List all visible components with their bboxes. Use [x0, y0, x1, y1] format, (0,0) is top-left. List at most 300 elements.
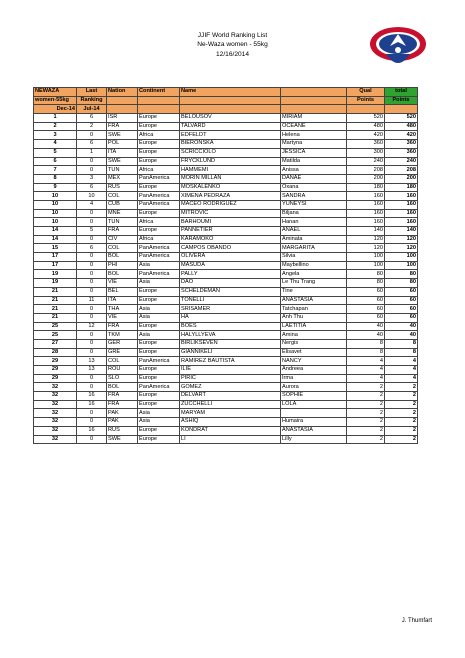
- table-row: [34, 270, 418, 279]
- qual-points-cell: 2: [347, 400, 385, 409]
- last-ranking-cell: 0: [77, 374, 107, 383]
- first-name-cell: LAETITIA: [281, 322, 347, 331]
- continent-cell: Europe: [138, 140, 180, 149]
- surname-cell: FRYCKLUND: [180, 157, 281, 166]
- continent-cell: Europe: [138, 435, 180, 444]
- rank-cell: 28: [34, 348, 77, 357]
- surname-cell: BIRLIKSEVEN: [180, 339, 281, 348]
- continent-cell: Europe: [138, 114, 180, 123]
- table-row: [34, 253, 418, 262]
- continent-cell: PanAmerica: [138, 244, 180, 253]
- rank-cell: 21: [34, 296, 77, 305]
- surname-cell: MITROVIC: [180, 209, 281, 218]
- table-row: [34, 374, 418, 383]
- nation-cell: FRA: [107, 392, 138, 401]
- total-points-cell: 4: [385, 357, 418, 366]
- first-name-cell: MARGARITA: [281, 244, 347, 253]
- surname-cell: MORIN MILLAN: [180, 174, 281, 183]
- continent-cell: Asia: [138, 331, 180, 340]
- qual-points-cell: 80: [347, 270, 385, 279]
- surname-cell: TALVARD: [180, 122, 281, 131]
- qual-points-cell: 2: [347, 435, 385, 444]
- last-ranking-cell: 4: [77, 200, 107, 209]
- table-row: [34, 235, 418, 244]
- surname-cell: PIRIC: [180, 374, 281, 383]
- qual-points-cell: 300: [347, 148, 385, 157]
- continent-cell: Asia: [138, 279, 180, 288]
- last-ranking-cell: 0: [77, 235, 107, 244]
- qual-points-cell: 100: [347, 261, 385, 270]
- nation-cell: TUN: [107, 218, 138, 227]
- total-points-cell: 2: [385, 426, 418, 435]
- qual-points-cell: 360: [347, 140, 385, 149]
- table-row: [34, 279, 418, 288]
- continent-cell: Europe: [138, 366, 180, 375]
- nation-cell: MNE: [107, 209, 138, 218]
- first-name-cell: Anh Thu: [281, 313, 347, 322]
- total-points-cell: 8: [385, 348, 418, 357]
- qual-points-cell: 4: [347, 366, 385, 375]
- qual-points-cell: 240: [347, 157, 385, 166]
- nation-cell: RUS: [107, 426, 138, 435]
- qual-points-cell: 4: [347, 374, 385, 383]
- header-total: total: [385, 88, 418, 97]
- continent-cell: PanAmerica: [138, 270, 180, 279]
- table-row: [34, 209, 418, 218]
- total-points-cell: 80: [385, 270, 418, 279]
- table-row: [34, 287, 418, 296]
- qual-points-cell: 140: [347, 227, 385, 236]
- nation-cell: BOL: [107, 253, 138, 262]
- last-ranking-cell: 2: [77, 122, 107, 131]
- qual-points-cell: 60: [347, 287, 385, 296]
- surname-cell: BARHOUMI: [180, 218, 281, 227]
- table-row: [34, 305, 418, 314]
- continent-cell: Africa: [138, 235, 180, 244]
- qual-points-cell: 180: [347, 183, 385, 192]
- header-qual: Qual: [347, 88, 385, 97]
- table-row: [34, 174, 418, 183]
- table-row: [34, 261, 418, 270]
- rank-cell: 29: [34, 374, 77, 383]
- total-points-cell: 2: [385, 435, 418, 444]
- nation-cell: GER: [107, 339, 138, 348]
- qual-points-cell: 40: [347, 322, 385, 331]
- total-points-cell: 2: [385, 400, 418, 409]
- qual-points-cell: 8: [347, 348, 385, 357]
- nation-cell: ROU: [107, 366, 138, 375]
- total-points-cell: 60: [385, 296, 418, 305]
- continent-cell: Asia: [138, 409, 180, 418]
- first-name-cell: MIRIAM: [281, 114, 347, 123]
- first-name-cell: Aurora: [281, 383, 347, 392]
- qual-points-cell: 2: [347, 409, 385, 418]
- nation-cell: COL: [107, 192, 138, 201]
- qual-points-cell: 100: [347, 253, 385, 262]
- last-ranking-cell: 0: [77, 279, 107, 288]
- qual-points-cell: 480: [347, 122, 385, 131]
- header-current-month: Dec-14: [34, 105, 77, 114]
- rank-cell: 17: [34, 253, 77, 262]
- rank-cell: 32: [34, 392, 77, 401]
- report-category: Ne-Waza women - 55kg: [197, 41, 268, 49]
- table-row: [34, 322, 418, 331]
- total-points-cell: 60: [385, 287, 418, 296]
- total-points-cell: 120: [385, 235, 418, 244]
- last-ranking-cell: 16: [77, 400, 107, 409]
- total-points-cell: 40: [385, 322, 418, 331]
- nation-cell: VIE: [107, 279, 138, 288]
- total-points-cell: 360: [385, 140, 418, 149]
- total-points-cell: 2: [385, 383, 418, 392]
- continent-cell: Europe: [138, 183, 180, 192]
- total-points-cell: 160: [385, 200, 418, 209]
- last-ranking-cell: 16: [77, 426, 107, 435]
- table-row: [34, 218, 418, 227]
- nation-cell: GRE: [107, 348, 138, 357]
- surname-cell: XIMENA PEDRAZA: [180, 192, 281, 201]
- continent-cell: Asia: [138, 305, 180, 314]
- nation-cell: PAK: [107, 409, 138, 418]
- nation-cell: ITA: [107, 148, 138, 157]
- rank-cell: 21: [34, 313, 77, 322]
- header-row-1: [34, 88, 418, 97]
- nation-cell: CUB: [107, 200, 138, 209]
- nation-cell: RUS: [107, 183, 138, 192]
- last-ranking-cell: 0: [77, 253, 107, 262]
- table-row: [34, 296, 418, 305]
- continent-cell: Europe: [138, 339, 180, 348]
- first-name-cell: OCEANE: [281, 122, 347, 131]
- first-name-cell: Tine: [281, 287, 347, 296]
- total-points-cell: 4: [385, 366, 418, 375]
- rank-cell: 9: [34, 183, 77, 192]
- total-points-cell: 160: [385, 218, 418, 227]
- surname-cell: KONDRAT: [180, 426, 281, 435]
- total-points-cell: 120: [385, 244, 418, 253]
- rank-cell: 32: [34, 383, 77, 392]
- table-row: [34, 131, 418, 140]
- first-name-cell: Irma: [281, 374, 347, 383]
- surname-cell: MACEO RODRIGUEZ: [180, 200, 281, 209]
- last-ranking-cell: 13: [77, 357, 107, 366]
- surname-cell: BIERONSKA: [180, 140, 281, 149]
- last-ranking-cell: 0: [77, 209, 107, 218]
- header-ranking: Ranking: [77, 96, 107, 105]
- total-points-cell: 4: [385, 374, 418, 383]
- nation-cell: FRA: [107, 400, 138, 409]
- qual-points-cell: 80: [347, 279, 385, 288]
- nation-cell: VIE: [107, 313, 138, 322]
- surname-cell: ASHIQ: [180, 418, 281, 427]
- first-name-cell: [281, 409, 347, 418]
- continent-cell: Africa: [138, 166, 180, 175]
- continent-cell: Europe: [138, 426, 180, 435]
- nation-cell: BEL: [107, 287, 138, 296]
- first-name-cell: Aminata: [281, 235, 347, 244]
- table-row: [34, 366, 418, 375]
- rank-cell: 19: [34, 279, 77, 288]
- total-points-cell: 480: [385, 122, 418, 131]
- total-points-cell: 8: [385, 339, 418, 348]
- rank-cell: 6: [34, 157, 77, 166]
- table-row: [34, 122, 418, 131]
- table-row: [34, 409, 418, 418]
- last-ranking-cell: 0: [77, 435, 107, 444]
- first-name-cell: SANDRA: [281, 192, 347, 201]
- continent-cell: PanAmerica: [138, 200, 180, 209]
- ranking-rows: [34, 114, 418, 444]
- header-last: Last: [77, 88, 107, 97]
- table-row: [34, 114, 418, 123]
- rank-cell: 10: [34, 209, 77, 218]
- rank-cell: 17: [34, 261, 77, 270]
- first-name-cell: Matilda: [281, 157, 347, 166]
- continent-cell: PanAmerica: [138, 192, 180, 201]
- continent-cell: Asia: [138, 313, 180, 322]
- qual-points-cell: 420: [347, 131, 385, 140]
- first-name-cell: Lilly: [281, 435, 347, 444]
- qual-points-cell: 2: [347, 383, 385, 392]
- nation-cell: POL: [107, 140, 138, 149]
- total-points-cell: 240: [385, 157, 418, 166]
- rank-cell: 32: [34, 435, 77, 444]
- qual-points-cell: 160: [347, 200, 385, 209]
- continent-cell: Europe: [138, 348, 180, 357]
- qual-points-cell: 8: [347, 339, 385, 348]
- first-name-cell: Andreea: [281, 366, 347, 375]
- continent-cell: Europe: [138, 227, 180, 236]
- total-points-cell: 180: [385, 183, 418, 192]
- nation-cell: TKM: [107, 331, 138, 340]
- table-row: [34, 313, 418, 322]
- first-name-cell: Biljana: [281, 209, 347, 218]
- continent-cell: Africa: [138, 131, 180, 140]
- surname-cell: HALYLLYEVA: [180, 331, 281, 340]
- first-name-cell: Amina: [281, 331, 347, 340]
- surname-cell: RAMIREZ BAUTISTA: [180, 357, 281, 366]
- first-name-cell: SOPHIE: [281, 392, 347, 401]
- last-ranking-cell: 0: [77, 418, 107, 427]
- surname-cell: CAMPOS OBANDO: [180, 244, 281, 253]
- last-ranking-cell: 16: [77, 392, 107, 401]
- last-ranking-cell: 1: [77, 148, 107, 157]
- first-name-cell: Le Thu Trang: [281, 279, 347, 288]
- surname-cell: SRISAMER: [180, 305, 281, 314]
- last-ranking-cell: 0: [77, 166, 107, 175]
- total-points-cell: 80: [385, 279, 418, 288]
- first-name-cell: Maybellino: [281, 261, 347, 270]
- continent-cell: Europe: [138, 148, 180, 157]
- table-row: [34, 383, 418, 392]
- table-row: [34, 339, 418, 348]
- total-points-cell: 100: [385, 261, 418, 270]
- first-name-cell: Angela: [281, 270, 347, 279]
- continent-cell: Asia: [138, 418, 180, 427]
- qual-points-cell: 4: [347, 357, 385, 366]
- last-ranking-cell: 0: [77, 305, 107, 314]
- total-points-cell: 160: [385, 209, 418, 218]
- nation-cell: SWE: [107, 131, 138, 140]
- rank-cell: 10: [34, 192, 77, 201]
- rank-cell: 3: [34, 131, 77, 140]
- table-row: [34, 348, 418, 357]
- header-row-2: [34, 96, 418, 105]
- first-name-cell: ANASTASIA: [281, 426, 347, 435]
- surname-cell: MARYAM: [180, 409, 281, 418]
- table-row: [34, 400, 418, 409]
- continent-cell: Europe: [138, 322, 180, 331]
- qual-points-cell: 60: [347, 305, 385, 314]
- header-qual-points: Points: [347, 96, 385, 105]
- qual-points-cell: 2: [347, 418, 385, 427]
- rank-cell: 2: [34, 122, 77, 131]
- nation-cell: THA: [107, 305, 138, 314]
- nation-cell: ISR: [107, 114, 138, 123]
- rank-cell: 29: [34, 357, 77, 366]
- qual-points-cell: 40: [347, 331, 385, 340]
- last-ranking-cell: 0: [77, 218, 107, 227]
- rank-cell: 10: [34, 200, 77, 209]
- header-newaza: NEWAZA: [34, 88, 77, 97]
- continent-cell: Europe: [138, 157, 180, 166]
- continent-cell: Europe: [138, 296, 180, 305]
- last-ranking-cell: 0: [77, 131, 107, 140]
- continent-cell: Europe: [138, 122, 180, 131]
- header-continent: Continent: [138, 88, 180, 97]
- last-ranking-cell: 0: [77, 383, 107, 392]
- header-total-points: Points: [385, 96, 418, 105]
- qual-points-cell: 160: [347, 192, 385, 201]
- first-name-cell: Tatchapan: [281, 305, 347, 314]
- total-points-cell: 60: [385, 305, 418, 314]
- table-row: [34, 227, 418, 236]
- first-name-cell: ANAEL: [281, 227, 347, 236]
- continent-cell: Europe: [138, 374, 180, 383]
- continent-cell: PanAmerica: [138, 357, 180, 366]
- ranking-table: [33, 87, 418, 444]
- rank-cell: 4: [34, 140, 77, 149]
- first-name-cell: Nergis: [281, 339, 347, 348]
- total-points-cell: 200: [385, 174, 418, 183]
- first-name-cell: DANAE: [281, 174, 347, 183]
- continent-cell: Europe: [138, 392, 180, 401]
- qual-points-cell: 120: [347, 235, 385, 244]
- table-row: [34, 140, 418, 149]
- last-ranking-cell: 5: [77, 227, 107, 236]
- table-row: [34, 435, 418, 444]
- rank-cell: 25: [34, 322, 77, 331]
- qual-points-cell: 60: [347, 296, 385, 305]
- first-name-cell: NANCY: [281, 357, 347, 366]
- total-points-cell: 100: [385, 253, 418, 262]
- table-row: [34, 244, 418, 253]
- qual-points-cell: 2: [347, 426, 385, 435]
- continent-cell: PanAmerica: [138, 174, 180, 183]
- total-points-cell: 160: [385, 192, 418, 201]
- last-ranking-cell: 0: [77, 261, 107, 270]
- nation-cell: ITA: [107, 296, 138, 305]
- nation-cell: BOL: [107, 383, 138, 392]
- qual-points-cell: 60: [347, 313, 385, 322]
- rank-cell: 32: [34, 409, 77, 418]
- report-date: 12/16/2014: [215, 50, 249, 58]
- rank-cell: 5: [34, 148, 77, 157]
- report-title: JJIF World Ranking List: [197, 32, 268, 39]
- nation-cell: COL: [107, 244, 138, 253]
- surname-cell: OLIVERA: [180, 253, 281, 262]
- rank-cell: 25: [34, 331, 77, 340]
- jjif-emblem-icon: [368, 24, 428, 72]
- surname-cell: SCHELDEMAN: [180, 287, 281, 296]
- rank-cell: 10: [34, 218, 77, 227]
- nation-cell: FRA: [107, 322, 138, 331]
- last-ranking-cell: 0: [77, 287, 107, 296]
- surname-cell: HA: [180, 313, 281, 322]
- first-name-cell: Helena: [281, 131, 347, 140]
- last-ranking-cell: 0: [77, 313, 107, 322]
- total-points-cell: 2: [385, 418, 418, 427]
- qual-points-cell: 160: [347, 209, 385, 218]
- continent-cell: Europe: [138, 209, 180, 218]
- total-points-cell: 420: [385, 131, 418, 140]
- rank-cell: 1: [34, 114, 77, 123]
- surname-cell: EDFELDT: [180, 131, 281, 140]
- last-ranking-cell: 0: [77, 348, 107, 357]
- footer-author: J. Thumfart: [401, 618, 432, 624]
- nation-cell: PHI: [107, 261, 138, 270]
- surname-cell: BELOUSOV: [180, 114, 281, 123]
- rank-cell: 19: [34, 270, 77, 279]
- qual-points-cell: 200: [347, 174, 385, 183]
- nation-cell: FRA: [107, 227, 138, 236]
- first-name-cell: Martyna: [281, 140, 347, 149]
- qual-points-cell: 208: [347, 166, 385, 175]
- nation-cell: SWE: [107, 157, 138, 166]
- last-ranking-cell: 10: [77, 192, 107, 201]
- nation-cell: PAK: [107, 418, 138, 427]
- table-row: [34, 183, 418, 192]
- rank-cell: 14: [34, 235, 77, 244]
- rank-cell: 15: [34, 244, 77, 253]
- last-ranking-cell: 6: [77, 140, 107, 149]
- rank-cell: 32: [34, 426, 77, 435]
- surname-cell: HAMMEMI: [180, 166, 281, 175]
- table-row: [34, 331, 418, 340]
- rank-cell: 32: [34, 400, 77, 409]
- first-name-cell: Anissa: [281, 166, 347, 175]
- nation-cell: SLO: [107, 374, 138, 383]
- last-ranking-cell: 3: [77, 174, 107, 183]
- surname-cell: GIANNIKELI: [180, 348, 281, 357]
- table-row: [34, 418, 418, 427]
- nation-cell: SWE: [107, 435, 138, 444]
- surname-cell: BOES: [180, 322, 281, 331]
- table-row: [34, 166, 418, 175]
- total-points-cell: 2: [385, 392, 418, 401]
- qual-points-cell: 160: [347, 218, 385, 227]
- continent-cell: Europe: [138, 400, 180, 409]
- table-row: [34, 392, 418, 401]
- surname-cell: DAO: [180, 279, 281, 288]
- rank-cell: 21: [34, 287, 77, 296]
- table-row: [34, 148, 418, 157]
- surname-cell: PANNETIER: [180, 227, 281, 236]
- header-nation: Nation: [107, 88, 138, 97]
- first-name-cell: Humaira: [281, 418, 347, 427]
- table-row: [34, 192, 418, 201]
- rank-cell: 27: [34, 339, 77, 348]
